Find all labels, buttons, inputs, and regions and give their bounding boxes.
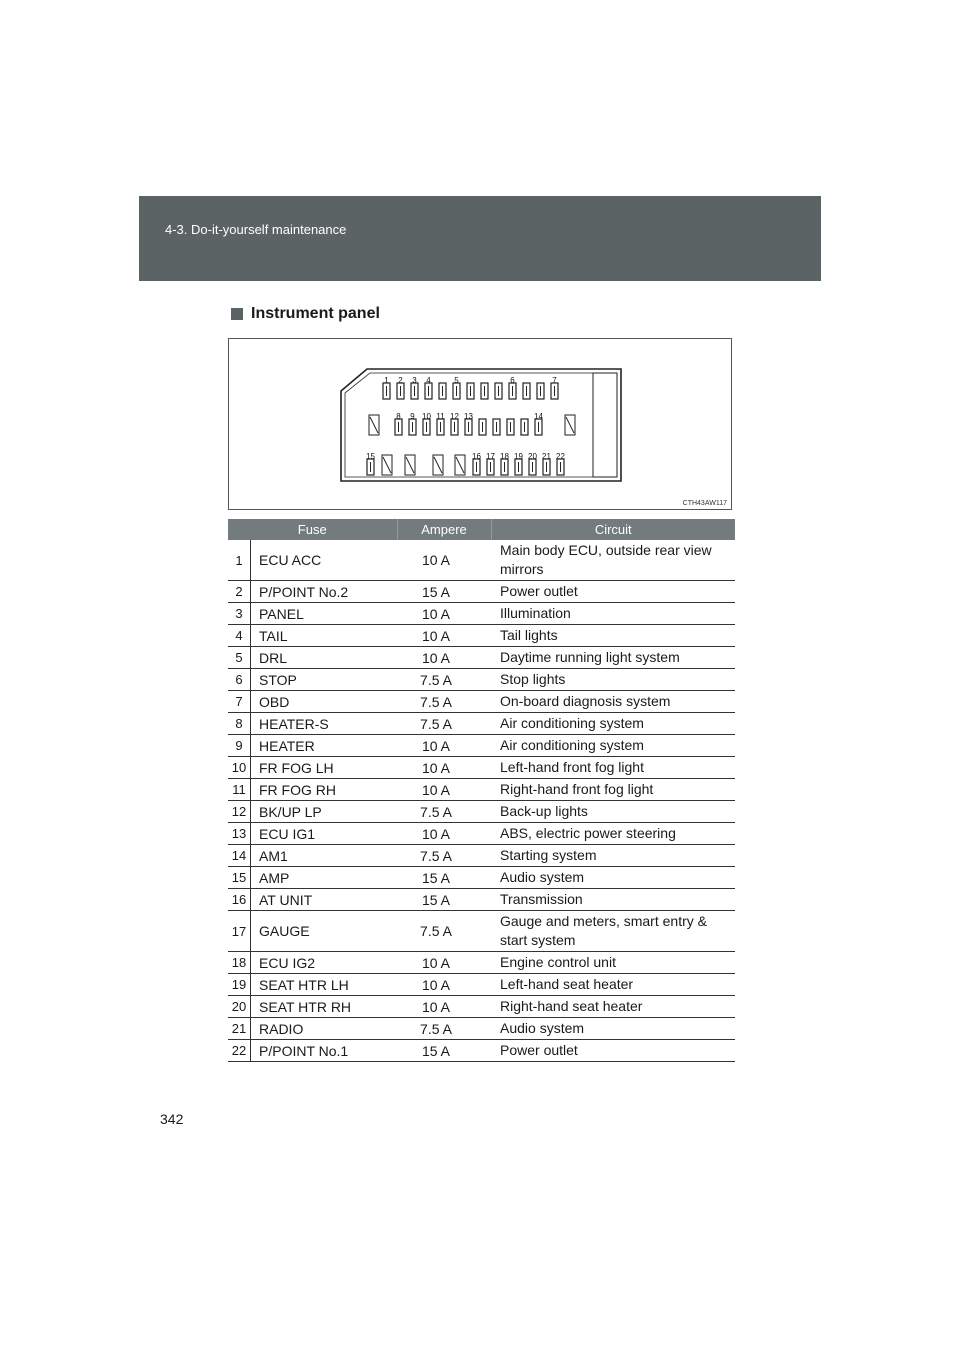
heading-text: Instrument panel xyxy=(251,305,380,322)
fuse-label: 3 xyxy=(412,376,417,385)
fuse-label: 5 xyxy=(454,376,459,385)
fuse-label: 16 xyxy=(472,452,481,461)
fuse-circuit: Power outlet xyxy=(491,581,735,603)
fuse-label: 7 xyxy=(552,376,557,385)
table-row xyxy=(228,669,735,691)
fuse-circuit: Left-hand front fog light xyxy=(491,757,735,779)
fuse-label: 8 xyxy=(396,412,401,421)
diagram-code: CTH43AW117 xyxy=(682,500,727,507)
table-row xyxy=(228,713,735,735)
fuse-number: 10 xyxy=(228,757,251,779)
fuse-name: TAIL xyxy=(251,625,398,647)
fuse-circuit: ABS, electric power steering xyxy=(491,823,735,845)
fuse-label: 1 xyxy=(384,376,389,385)
fuse-label: 10 xyxy=(422,412,431,421)
fuse-name: RADIO xyxy=(251,1018,398,1040)
fuse-number: 1 xyxy=(228,540,251,581)
fuse-name: AM1 xyxy=(251,845,398,867)
fuse-label: 21 xyxy=(542,452,551,461)
fuse-name: ECU ACC xyxy=(251,540,398,581)
table-row xyxy=(228,952,735,974)
fuse-circuit: Main body ECU, outside rear view mirrors xyxy=(491,540,735,581)
fuse-name: P/POINT No.1 xyxy=(251,1040,398,1062)
fuse-number: 3 xyxy=(228,603,251,625)
fuse-label: 18 xyxy=(500,452,509,461)
fuse-number: 18 xyxy=(228,952,251,974)
fuse-number: 21 xyxy=(228,1018,251,1040)
fuse-ampere: 10 A xyxy=(397,735,491,757)
fuse-name: SEAT HTR LH xyxy=(251,974,398,996)
fuse-ampere: 10 A xyxy=(397,952,491,974)
table-row xyxy=(228,801,735,823)
fuse-number: 9 xyxy=(228,735,251,757)
fuse-circuit: Power outlet xyxy=(491,1040,735,1062)
fuse-ampere: 10 A xyxy=(397,779,491,801)
table-row xyxy=(228,867,735,889)
fuse-name: SEAT HTR RH xyxy=(251,996,398,1018)
section-heading xyxy=(231,305,380,323)
fuse-circuit: Daytime running light system xyxy=(491,647,735,669)
fuse-number: 7 xyxy=(228,691,251,713)
table-row xyxy=(228,757,735,779)
fuse-label: 12 xyxy=(450,412,459,421)
fuse-table xyxy=(228,519,735,1062)
fuse-label: 4 xyxy=(426,376,431,385)
fuse-ampere: 15 A xyxy=(397,867,491,889)
fuse-label: 15 xyxy=(366,452,375,461)
fuse-number: 4 xyxy=(228,625,251,647)
fuse-ampere: 7.5 A xyxy=(397,911,491,952)
fuse-circuit: Audio system xyxy=(491,867,735,889)
fuse-name: OBD xyxy=(251,691,398,713)
fuse-label: 6 xyxy=(510,376,515,385)
fuse-circuit: Right-hand front fog light xyxy=(491,779,735,801)
table-row xyxy=(228,603,735,625)
fuse-name: ECU IG2 xyxy=(251,952,398,974)
fuse-ampere: 7.5 A xyxy=(397,713,491,735)
fuse-name: FR FOG RH xyxy=(251,779,398,801)
fuse-ampere: 10 A xyxy=(397,823,491,845)
fuse-circuit: Air conditioning system xyxy=(491,735,735,757)
fuse-label: 11 xyxy=(436,412,445,421)
fuse-label: 13 xyxy=(464,412,473,421)
fuse-ampere: 7.5 A xyxy=(397,845,491,867)
table-header-row xyxy=(228,519,735,540)
fuse-ampere: 7.5 A xyxy=(397,801,491,823)
fuse-label: 20 xyxy=(528,452,537,461)
fuse-circuit: Illumination xyxy=(491,603,735,625)
fuse-ampere: 10 A xyxy=(397,647,491,669)
fuse-name: AMP xyxy=(251,867,398,889)
fuse-circuit: Audio system xyxy=(491,1018,735,1040)
fuse-label: 14 xyxy=(534,412,543,421)
fuse-label: 9 xyxy=(410,412,415,421)
fuse-name: AT UNIT xyxy=(251,889,398,911)
fuse-number: 8 xyxy=(228,713,251,735)
header-circuit: Circuit xyxy=(491,519,735,540)
fuse-number: 11 xyxy=(228,779,251,801)
fuse-ampere: 7.5 A xyxy=(397,1018,491,1040)
fuse-name: ECU IG1 xyxy=(251,823,398,845)
fuse-ampere: 10 A xyxy=(397,625,491,647)
fuse-number: 15 xyxy=(228,867,251,889)
table-row xyxy=(228,735,735,757)
fuse-number: 5 xyxy=(228,647,251,669)
fuse-name: GAUGE xyxy=(251,911,398,952)
header-fuse: Fuse xyxy=(228,519,397,540)
table-row xyxy=(228,581,735,603)
fuse-name: DRL xyxy=(251,647,398,669)
header-band xyxy=(139,196,821,281)
page-number: 342 xyxy=(160,1111,184,1127)
fuse-circuit: Engine control unit xyxy=(491,952,735,974)
table-row xyxy=(228,540,735,581)
table-row xyxy=(228,845,735,867)
table-row xyxy=(228,1040,735,1062)
fuse-ampere: 10 A xyxy=(397,603,491,625)
fuse-number: 17 xyxy=(228,911,251,952)
fuse-ampere: 15 A xyxy=(397,889,491,911)
table-row xyxy=(228,974,735,996)
fuse-number: 20 xyxy=(228,996,251,1018)
fuse-ampere: 15 A xyxy=(397,1040,491,1062)
fuse-name: P/POINT No.2 xyxy=(251,581,398,603)
fuse-circuit: On-board diagnosis system xyxy=(491,691,735,713)
fuse-ampere: 10 A xyxy=(397,540,491,581)
fuse-number: 19 xyxy=(228,974,251,996)
fuse-circuit: Tail lights xyxy=(491,625,735,647)
fuse-name: HEATER xyxy=(251,735,398,757)
fuse-ampere: 10 A xyxy=(397,757,491,779)
fuse-circuit: Air conditioning system xyxy=(491,713,735,735)
fuse-ampere: 10 A xyxy=(397,974,491,996)
fuse-circuit: Stop lights xyxy=(491,669,735,691)
fuse-number: 16 xyxy=(228,889,251,911)
fuse-ampere: 7.5 A xyxy=(397,691,491,713)
section-title: 4-3. Do-it-yourself maintenance xyxy=(165,222,347,237)
fuse-number: 6 xyxy=(228,669,251,691)
fuse-circuit: Transmission xyxy=(491,889,735,911)
fuse-name: FR FOG LH xyxy=(251,757,398,779)
fuse-ampere: 15 A xyxy=(397,581,491,603)
table-row xyxy=(228,647,735,669)
table-row xyxy=(228,823,735,845)
fuse-number: 13 xyxy=(228,823,251,845)
fuse-circuit: Starting system xyxy=(491,845,735,867)
table-row xyxy=(228,996,735,1018)
fuse-name: STOP xyxy=(251,669,398,691)
fuse-ampere: 7.5 A xyxy=(397,669,491,691)
table-row xyxy=(228,889,735,911)
fuse-circuit: Right-hand seat heater xyxy=(491,996,735,1018)
fuse-box-drawing xyxy=(229,339,733,511)
table-row xyxy=(228,911,735,952)
table-row xyxy=(228,779,735,801)
fuse-label: 17 xyxy=(486,452,495,461)
table-row xyxy=(228,691,735,713)
fuse-label: 2 xyxy=(398,376,403,385)
header-ampere: Ampere xyxy=(397,519,491,540)
fuse-box-side-block xyxy=(593,373,617,477)
fuse-circuit: Left-hand seat heater xyxy=(491,974,735,996)
fuse-number: 2 xyxy=(228,581,251,603)
fuse-ampere: 10 A xyxy=(397,996,491,1018)
fuse-name: HEATER-S xyxy=(251,713,398,735)
fuse-circuit: Gauge and meters, smart entry & start system xyxy=(491,911,735,952)
fuse-number: 14 xyxy=(228,845,251,867)
fuse-name: BK/UP LP xyxy=(251,801,398,823)
square-bullet-icon xyxy=(231,308,243,320)
fuse-number: 22 xyxy=(228,1040,251,1062)
fuse-box-diagram xyxy=(228,338,732,510)
table-row xyxy=(228,1018,735,1040)
fuse-circuit: Back-up lights xyxy=(491,801,735,823)
fuse-label: 19 xyxy=(514,452,523,461)
fuse-label: 22 xyxy=(556,452,565,461)
fuse-name: PANEL xyxy=(251,603,398,625)
table-row xyxy=(228,625,735,647)
fuse-number: 12 xyxy=(228,801,251,823)
